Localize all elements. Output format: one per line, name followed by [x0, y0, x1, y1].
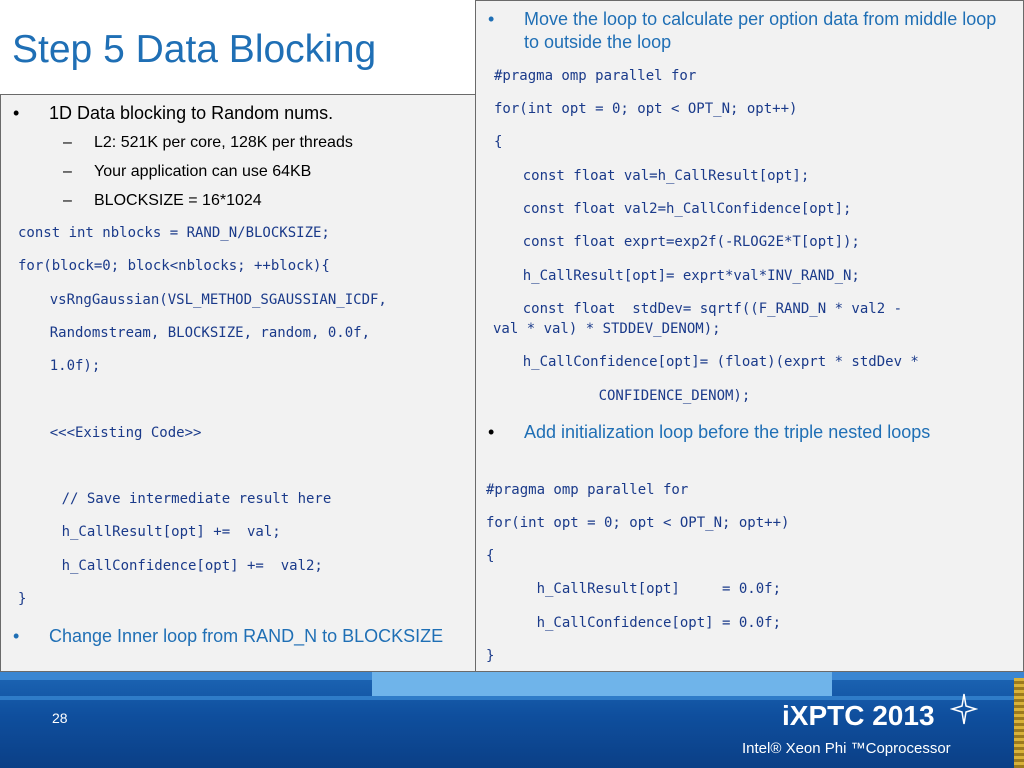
- left-code-line: vsRngGaussian(VSL_METHOD_SGAUSSIAN_ICDF,: [16, 292, 387, 308]
- right-code-line: val * val) * STDDEV_DENOM);: [493, 321, 721, 337]
- dash-icon: –: [63, 192, 72, 209]
- right-code-line: {: [486, 548, 495, 564]
- brand-subtitle: Intel® Xeon Phi ™Coprocessor: [742, 740, 951, 757]
- right-code-line: for(int opt = 0; opt < OPT_N; opt++): [494, 101, 798, 117]
- bullet-dot-icon: •: [488, 9, 495, 29]
- footer-stripe: [1014, 678, 1024, 768]
- right-code-line: const float stdDev= sqrtf((F_RAND_N * val2 -: [489, 301, 903, 317]
- sparkle-icon: [950, 692, 978, 726]
- right-code-line: const float val2=h_CallConfidence[opt];: [489, 201, 852, 217]
- dash-icon: –: [63, 134, 72, 151]
- bullet-text: Add initialization loop before the triple nested loops: [524, 422, 931, 442]
- right-code-line: }: [486, 648, 495, 664]
- footer-bar: [0, 672, 1024, 768]
- right-code-line: h_CallConfidence[opt] = 0.0f;: [486, 615, 782, 631]
- slide-number: 28: [52, 710, 68, 726]
- bullet-text: Change Inner loop from RAND_N to BLOCKSIZE: [49, 626, 444, 646]
- left-code-line: <<<Existing Code>>: [16, 425, 202, 441]
- left-code-line: }: [18, 591, 27, 607]
- left-code-line: const int nblocks = RAND_N/BLOCKSIZE;: [18, 225, 330, 241]
- left-code-line: h_CallConfidence[opt] += val2;: [11, 558, 323, 574]
- bullet-dot-icon: •: [13, 626, 20, 646]
- bullet-text: 1D Data blocking to Random nums.: [49, 103, 334, 123]
- left-code-line: h_CallResult[opt] += val;: [11, 524, 281, 540]
- right-code-line: h_CallConfidence[opt]= (float)(exprt * stdDev *: [489, 354, 919, 370]
- bullet-dot-icon: •: [488, 422, 495, 442]
- right-code-line: #pragma omp parallel for: [486, 482, 689, 498]
- right-content-panel: [475, 0, 1024, 672]
- slide-title: Step 5 Data Blocking: [12, 28, 377, 71]
- bullet-text: Move the loop to calculate per option data from middle loop to outside the loop: [524, 9, 997, 52]
- bullet-dot-icon: •: [13, 103, 20, 123]
- right-code-line: CONFIDENCE_DENOM);: [489, 388, 751, 404]
- right-code-line: const float val=h_CallResult[opt];: [489, 168, 810, 184]
- right-code-line: h_CallResult[opt]= exprt*val*INV_RAND_N;: [489, 268, 860, 284]
- right-code-line: #pragma omp parallel for: [494, 68, 697, 84]
- brand-logo-text: iXPTC 2013: [782, 700, 935, 731]
- left-code-line: 1.0f);: [16, 358, 101, 374]
- right-code-line: h_CallResult[opt] = 0.0f;: [486, 581, 782, 597]
- right-code-line: for(int opt = 0; opt < OPT_N; opt++): [486, 515, 790, 531]
- left-code-line: for(block=0; block<nblocks; ++block){: [18, 258, 330, 274]
- left-content-panel: • 1D Data blocking to Random nums. – L2: 521K per core, 128K per threads – Your application can use 64KB – BLOCKSIZE = 16*1024 const int nblocks = RAND_N/BLOCKSIZE; for(block=0; block<nblocks; ++block){ vsRngGaussian(VSL_METHOD_SGAUSSIAN_ICDF, Randomstream, BLOCKSIZE, random, 0.0f, 1.0f); <<<Existing Code>> // Save intermediate result here h_CallResult[opt] += val; h_CallConfidence[opt] += val2; } • Change Inner loop from RAND_N to BLOCKSIZE: [0, 94, 476, 672]
- right-code-line: const float exprt=exp2f(-RLOG2E*T[opt]);: [489, 234, 860, 250]
- footer-band-highlight: [372, 672, 832, 696]
- left-code-line: // Save intermediate result here: [11, 491, 332, 507]
- dash-icon: –: [63, 163, 72, 180]
- left-code-line: Randomstream, BLOCKSIZE, random, 0.0f,: [16, 325, 371, 341]
- right-code-line: {: [494, 134, 503, 150]
